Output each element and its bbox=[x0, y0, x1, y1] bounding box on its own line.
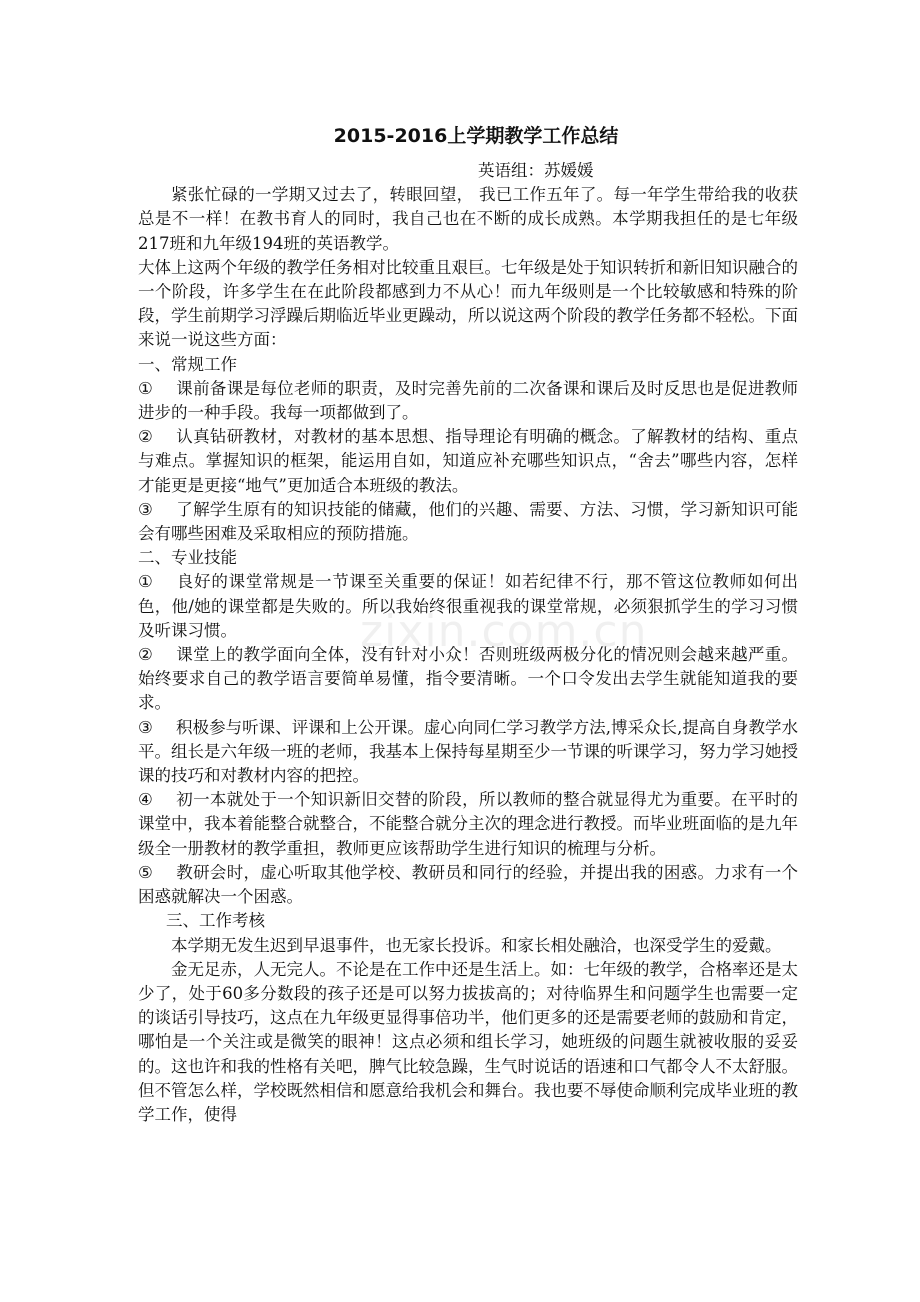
item-number: ① bbox=[138, 378, 153, 398]
item-text: 积极参与听课、评课和上公开课。虚心向同仁学习教学方法,博采众长,提高自身教学水平。组长是六年级一班的老师，我基本上保持每星期至少一节课的听课学习，努力学习她授课的技巧和对教材内容的把控。 bbox=[138, 717, 798, 786]
intro-paragraph-2: 大体上这两个年级的教学任务相对比较重且艰巨。七年级是处于知识转折和新旧知识融合的一个阶段，许多学生在在此阶段都感到力不从心！而九年级则是一个比较敏感和特殊的阶段，学生前期学习浮躁后期临近毕业更躁动，所以说这两个阶段的教学任务都不轻松。下面来说一说这些方面： bbox=[138, 257, 798, 350]
list-item bbox=[138, 788, 798, 861]
item-text: 了解学生原有的知识技能的储藏，他们的兴趣、需要、方法、习惯，学习新知识可能会有哪些困难及采取相应的预防措施。 bbox=[138, 499, 798, 544]
item-text: 课堂上的教学面向全体，没有针对小众！否则班级两极分化的情况则会越来越严重。始终要求自己的教学语言要简单易懂，指令要清晰。一个口令发出去学生就能知道我的要求。 bbox=[138, 645, 798, 713]
list-item bbox=[138, 861, 798, 909]
intro-paragraph-1: 紧张忙碌的一学期又过去了，转眼回望， 我已工作五年了。每一年学生带给我的收获总是不一样！在教书育人的同时，我自己也在不断的成长成熟。本学期我担任的是七年级217班和九年级194班的英语教学。 bbox=[138, 185, 798, 253]
section-heading-routine-work: 一、常规工作 bbox=[138, 354, 237, 374]
item-number: ② bbox=[138, 427, 153, 447]
list-item bbox=[138, 716, 798, 789]
list-item bbox=[138, 498, 798, 546]
item-number: ④ bbox=[138, 790, 153, 810]
list-item bbox=[138, 377, 798, 425]
item-number: ③ bbox=[138, 499, 153, 519]
author-byline: 英语组：苏媛媛 bbox=[478, 161, 594, 180]
item-text: 初一本就处于一个知识新旧交替的阶段，所以教师的整合就显得尤为重要。在平时的课堂中，我本着能整合就整合，不能整合就分主次的理念进行教授。而毕业班面临的是九年级全一册教材的教学重担，教师更应该帮助学生进行知识的梳理与分析。 bbox=[138, 790, 798, 858]
list-item bbox=[138, 425, 798, 498]
document-body bbox=[138, 124, 798, 1127]
item-number: ① bbox=[138, 572, 153, 592]
item-text: 认真钻研教材，对教材的基本思想、指导理论有明确的概念。了解教材的结构、重点与难点。掌握知识的框架，能运用自如，知道应补充哪些知识点，“舍去”哪些内容，怎样才能更是更接“地气”更加适合本班级的教法。 bbox=[138, 427, 798, 495]
item-number: ⑤ bbox=[138, 862, 153, 882]
item-text: 课前备课是每位老师的职责，及时完善先前的二次备课和课后及时反思也是促进教师进步的一种手段。我每一项都做到了。 bbox=[138, 378, 798, 423]
list-item bbox=[138, 570, 798, 643]
list-item bbox=[138, 643, 798, 716]
assessment-paragraph-2: 金无足赤，人无完人。不论是在工作中还是生活上。如：七年级的教学，合格率还是太少了，处于60多分数段的孩子还是可以努力拔拔高的；对待临界生和问题学生也需要一定的谈话引导技巧，这点在九年级更显得事倍功半，他们更多的还是需要老师的鼓励和肯定，哪怕是一个关注或是微笑的眼神！这点必须和组长学习，她班级的问题生就被收服的妥妥的。这也许和我的性格有关吧，脾气比较急躁，生气时说话的语速和口气都令人不太舒服。但不管怎么样，学校既然相信和愿意给我机会和舞台。我也要不辱使命顺利完成毕业班的教学工作，使得 bbox=[138, 959, 798, 1124]
item-text: 教研会时，虚心听取其他学校、教研员和同行的经验，并提出我的困惑。力求有一个困惑就解决一个困惑。 bbox=[138, 862, 798, 907]
document-title: 2015-2016上学期教学工作总结 bbox=[333, 125, 619, 147]
item-number: ② bbox=[138, 645, 153, 665]
item-text: 良好的课堂常规是一节课至关重要的保证！如若纪律不行，那不管这位教师如何出色，他/她的课堂都是失败的。所以我始终很重视我的课堂常规，必须狠抓学生的学习习惯及听课习惯。 bbox=[138, 572, 798, 640]
assessment-paragraph-1: 本学期无发生迟到早退事件，也无家长投诉。和家长相处融洽，也深受学生的爱戴。 bbox=[171, 935, 782, 955]
section-heading-work-assessment: 三、工作考核 bbox=[166, 911, 265, 931]
watermark: zixin.com.cn bbox=[360, 606, 648, 657]
item-number: ③ bbox=[138, 717, 153, 737]
section-heading-professional-skills: 二、专业技能 bbox=[138, 548, 237, 568]
